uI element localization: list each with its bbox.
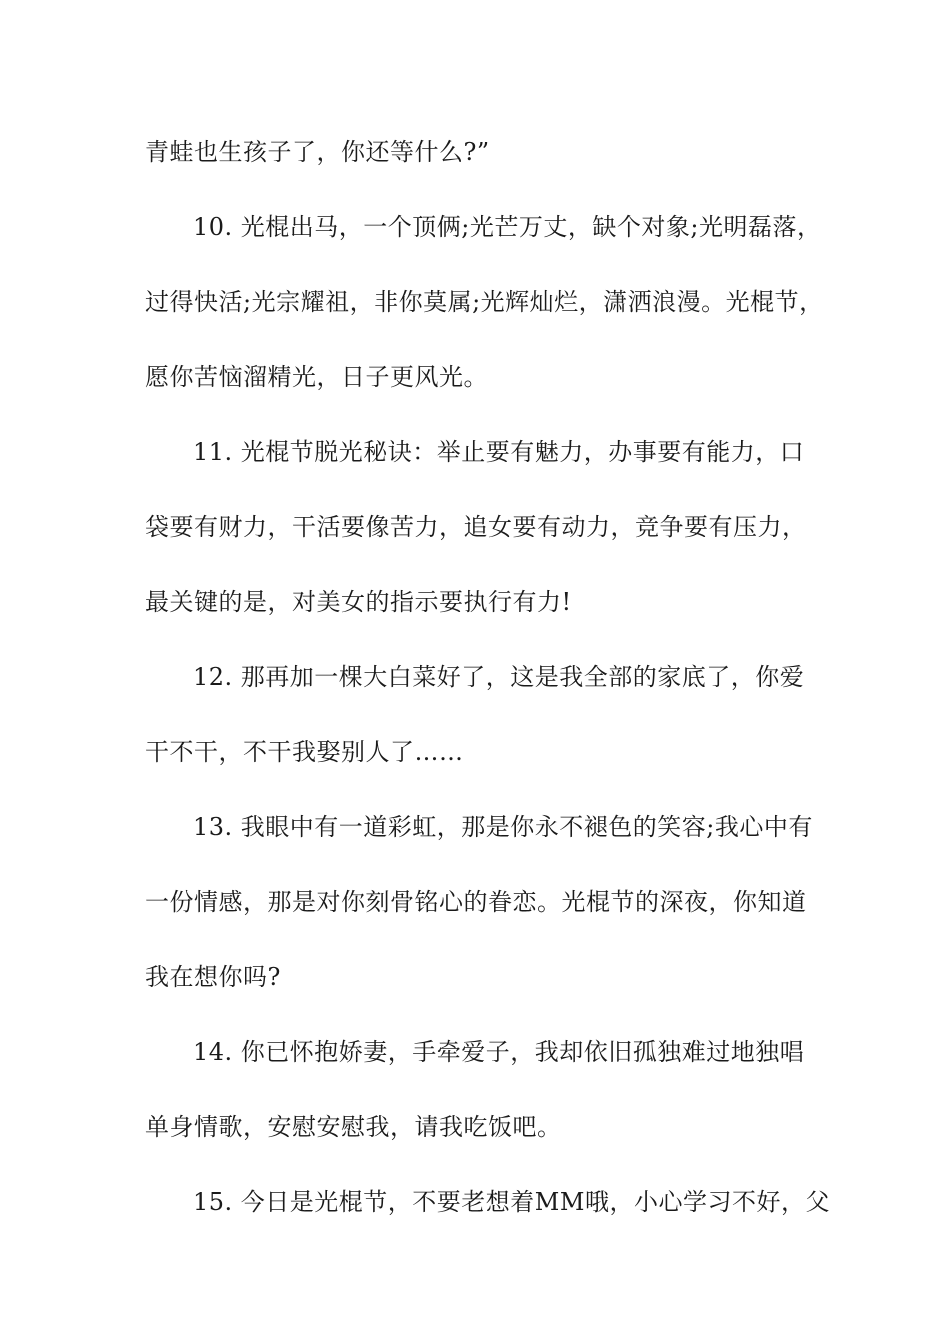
text-line: 袋要有财力，干活要像苦力，追女要有动力，竞争要有压力， xyxy=(145,513,807,541)
text-line: 一份情感，那是对你刻骨铭心的眷恋。光棍节的深夜，你知道 xyxy=(145,888,807,916)
text-line: 最关键的是，对美女的指示要执行有力! xyxy=(145,588,572,616)
text-line: 过得快活;光宗耀祖，非你莫属;光辉灿烂，潇洒浪漫。光棍节， xyxy=(145,288,824,316)
text-line: 单身情歌，安慰安慰我，请我吃饭吧。 xyxy=(145,1113,562,1141)
text-line: 青蛙也生孩子了，你还等什么?” xyxy=(145,138,490,166)
item-11-line: 11. 光棍节脱光秘诀：举止要有魅力，办事要有能力，口 xyxy=(193,438,805,466)
item-14-line: 14. 你已怀抱娇妻，手牵爱子，我却依旧孤独难过地独唱 xyxy=(193,1038,805,1066)
text-line: 愿你苦恼溜精光，日子更风光。 xyxy=(145,363,488,391)
item-12-line: 12. 那再加一棵大白菜好了，这是我全部的家底了，你爱 xyxy=(193,663,805,691)
text-line: 我在想你吗? xyxy=(145,963,281,991)
item-15-line: 15. 今日是光棍节，不要老想着MM哦，小心学习不好，父 xyxy=(193,1188,830,1216)
item-13-line: 13. 我眼中有一道彩虹，那是你永不褪色的笑容;我心中有 xyxy=(193,813,813,841)
item-10-line: 10. 光棍出马，一个顶俩;光芒万丈，缺个对象;光明磊落， xyxy=(193,213,822,241)
text-line: 干不干，不干我娶别人了…… xyxy=(145,738,464,766)
